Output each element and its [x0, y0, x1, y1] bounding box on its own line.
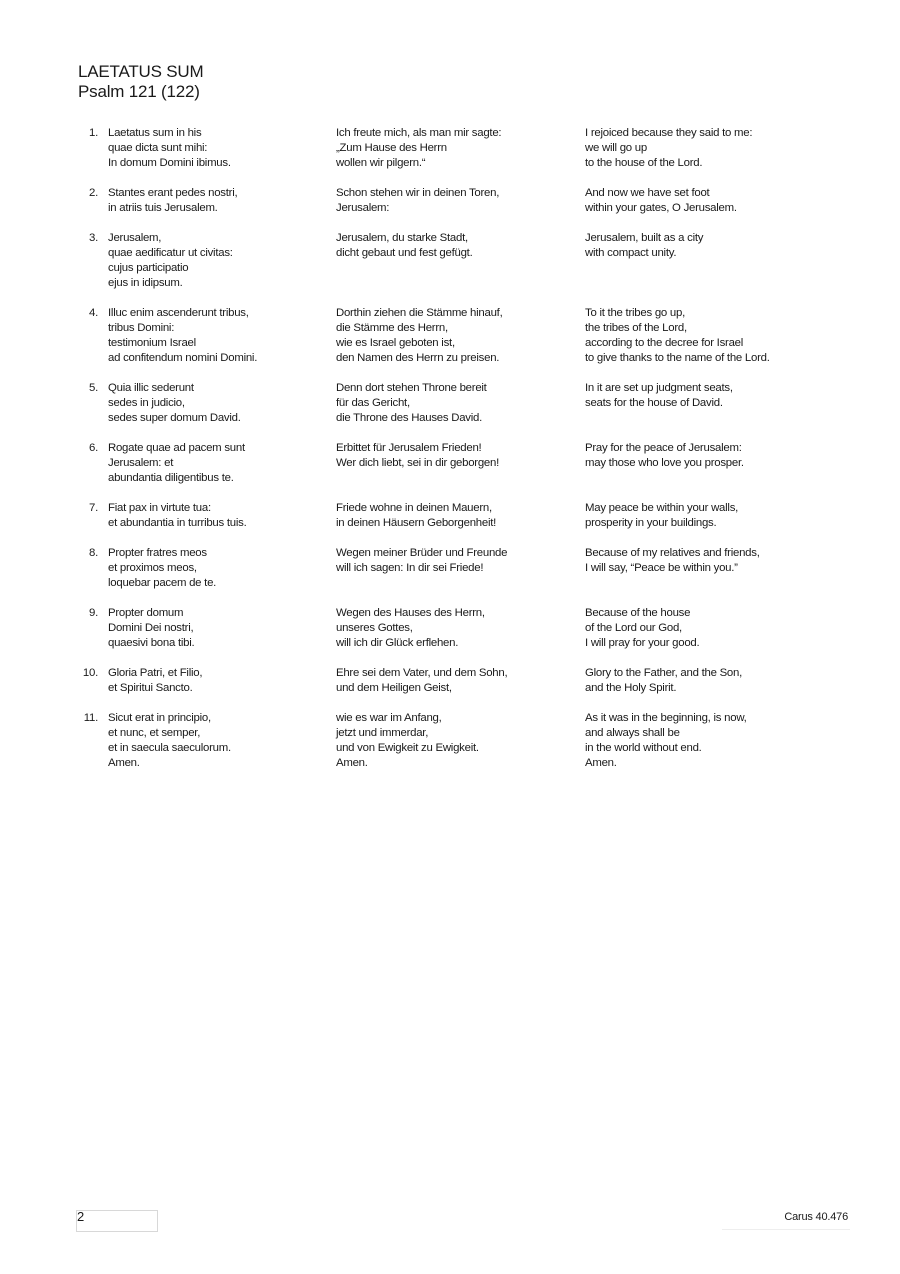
german-text-line: Wegen meiner Brüder und Freunde [336, 547, 508, 559]
english-text [585, 381, 845, 411]
verse-number: 3. [89, 232, 98, 244]
verse-row [78, 606, 838, 651]
verse-list [78, 126, 838, 786]
verse-row [78, 666, 838, 696]
english-text-line: and the Holy Spirit. [585, 682, 677, 694]
english-text-line: to the house of the Lord. [585, 157, 703, 169]
english-text-line: with compact unity. [585, 247, 677, 259]
german-text-line: Schon stehen wir in deinen Toren, [336, 187, 500, 199]
german-text [336, 546, 576, 576]
latin-text-line: Propter domum [108, 607, 184, 619]
latin-text-line: cujus participatio [108, 262, 189, 274]
german-text-line: Friede wohne in deinen Mauern, [336, 502, 492, 514]
english-text-line: may those who love you prosper. [585, 457, 744, 469]
verse-row [78, 126, 838, 171]
english-text-line: Amen. [585, 757, 617, 769]
latin-text [108, 711, 328, 771]
german-text-line: will ich dir Glück erflehen. [336, 637, 459, 649]
english-text [585, 666, 845, 696]
english-text [585, 606, 845, 651]
german-text-line: unseres Gottes, [336, 622, 413, 634]
latin-text-line: In domum Domini ibimus. [108, 157, 231, 169]
latin-text [108, 501, 328, 531]
english-text-line: As it was in the beginning, is now, [585, 712, 747, 724]
german-text-line: Erbittet für Jerusalem Frieden! [336, 442, 482, 454]
english-text [585, 441, 845, 471]
german-text-line: wie es Israel geboten ist, [336, 337, 455, 349]
page-subtitle: Psalm 121 (122) [78, 82, 200, 101]
latin-text-line: Amen. [108, 757, 140, 769]
verse-number: 5. [89, 382, 98, 394]
latin-text-line: in atriis tuis Jerusalem. [108, 202, 218, 214]
latin-text [108, 441, 328, 486]
german-text [336, 441, 576, 471]
latin-text-line: Laetatus sum in his [108, 127, 202, 139]
verse-number: 2. [89, 187, 98, 199]
english-text-line: prosperity in your buildings. [585, 517, 717, 529]
verse-number: 4. [89, 307, 98, 319]
english-text [585, 231, 845, 261]
english-text-line: To it the tribes go up, [585, 307, 685, 319]
german-text [336, 126, 576, 171]
verse-row [78, 711, 838, 771]
verse-number: 9. [89, 607, 98, 619]
german-text-line: wollen wir pilgern.“ [336, 157, 426, 169]
english-text [585, 546, 845, 576]
verse-row [78, 231, 838, 291]
latin-text-line: Stantes erant pedes nostri, [108, 187, 238, 199]
german-text-line: in deinen Häusern Geborgenheit! [336, 517, 497, 529]
latin-text [108, 126, 328, 171]
verse-number: 6. [89, 442, 98, 454]
latin-text-line: testimonium Israel [108, 337, 196, 349]
latin-text [108, 231, 328, 291]
verse-row [78, 381, 838, 426]
german-text-line: dicht gebaut und fest gefügt. [336, 247, 473, 259]
latin-text-line: ad confitendum nomini Domini. [108, 352, 258, 364]
latin-text-line: abundantia diligentibus te. [108, 472, 234, 484]
verse-row [78, 441, 838, 486]
german-text [336, 306, 576, 366]
page-number-box [76, 1210, 158, 1232]
verse-row [78, 546, 838, 591]
english-text-line: of the Lord our God, [585, 622, 682, 634]
english-text-line: May peace be within your walls, [585, 502, 739, 514]
english-text-line: according to the decree for Israel [585, 337, 744, 349]
english-text-line: in the world without end. [585, 742, 702, 754]
latin-text-line: Jerusalem: et [108, 457, 174, 469]
latin-text-line: Sicut erat in principio, [108, 712, 211, 724]
latin-text-line: Quia illic sederunt [108, 382, 194, 394]
german-text-line: die Throne des Hauses David. [336, 412, 483, 424]
english-text [585, 711, 845, 771]
english-text [585, 501, 845, 531]
latin-text-line: et Spiritui Sancto. [108, 682, 193, 694]
english-text [585, 126, 845, 171]
latin-text-line: quae dicta sunt mihi: [108, 142, 208, 154]
german-text-line: und dem Heiligen Geist, [336, 682, 452, 694]
english-text-line: we will go up [585, 142, 647, 154]
latin-text-line: Jerusalem, [108, 232, 162, 244]
german-text-line: Dorthin ziehen die Stämme hinauf, [336, 307, 503, 319]
latin-text-line: ejus in idipsum. [108, 277, 183, 289]
german-text-line: wie es war im Anfang, [336, 712, 442, 724]
latin-text-line: et nunc, et semper, [108, 727, 201, 739]
german-text-line: „Zum Hause des Herrn [336, 142, 447, 154]
english-text-line: within your gates, O Jerusalem. [585, 202, 737, 214]
english-text-line: the tribes of the Lord, [585, 322, 687, 334]
title-block [78, 62, 203, 102]
english-text-line: I will pray for your good. [585, 637, 700, 649]
english-text [585, 306, 845, 366]
latin-text-line: Gloria Patri, et Filio, [108, 667, 203, 679]
latin-text-line: sedes super domum David. [108, 412, 241, 424]
verse-row [78, 501, 838, 531]
german-text-line: Jerusalem, du starke Stadt, [336, 232, 468, 244]
latin-text-line: tribus Domini: [108, 322, 175, 334]
latin-text [108, 546, 328, 591]
latin-text [108, 666, 328, 696]
verse-number: 10. [82, 667, 98, 679]
verse-number: 8. [89, 547, 98, 559]
english-text-line: And now we have set foot [585, 187, 710, 199]
verse-row [78, 186, 838, 216]
german-text [336, 711, 576, 771]
german-text-line: und von Ewigkeit zu Ewigkeit. [336, 742, 479, 754]
german-text-line: Wer dich liebt, sei in dir geborgen! [336, 457, 500, 469]
english-text-line: and always shall be [585, 727, 680, 739]
english-text-line: to give thanks to the name of the Lord. [585, 352, 770, 364]
english-text-line: seats for the house of David. [585, 397, 723, 409]
catalog-code: Carus 40.476 [722, 1210, 850, 1230]
page-title: LAETATUS SUM [78, 62, 204, 81]
german-text-line: für das Gericht, [336, 397, 410, 409]
latin-text [108, 186, 328, 216]
verse-row [78, 306, 838, 366]
english-text-line: In it are set up judgment seats, [585, 382, 733, 394]
english-text-line: Glory to the Father, and the Son, [585, 667, 743, 679]
english-text-line: Pray for the peace of Jerusalem: [585, 442, 742, 454]
latin-text-line: quaesivi bona tibi. [108, 637, 195, 649]
verse-number: 7. [89, 502, 98, 514]
german-text [336, 186, 576, 216]
german-text-line: Ich freute mich, als man mir sagte: [336, 127, 502, 139]
latin-text-line: quae aedificatur ut civitas: [108, 247, 233, 259]
german-text-line: Ehre sei dem Vater, und dem Sohn, [336, 667, 508, 679]
latin-text-line: Rogate quae ad pacem sunt [108, 442, 245, 454]
verse-number: 1. [89, 127, 98, 139]
german-text-line: Jerusalem: [336, 202, 390, 214]
german-text [336, 501, 576, 531]
latin-text-line: Domini Dei nostri, [108, 622, 194, 634]
english-text [585, 186, 845, 216]
page-number: 2 [77, 1209, 85, 1224]
german-text [336, 381, 576, 426]
english-text-line: Because of the house [585, 607, 691, 619]
english-text-line: Jerusalem, built as a city [585, 232, 704, 244]
german-text-line: jetzt und immerdar, [336, 727, 429, 739]
german-text-line: Amen. [336, 757, 368, 769]
german-text [336, 666, 576, 696]
latin-text-line: Illuc enim ascenderunt tribus, [108, 307, 249, 319]
english-text-line: I rejoiced because they said to me: [585, 127, 753, 139]
latin-text-line: et in saecula saeculorum. [108, 742, 231, 754]
latin-text [108, 606, 328, 651]
latin-text-line: Propter fratres meos [108, 547, 207, 559]
german-text-line: die Stämme des Herrn, [336, 322, 448, 334]
german-text [336, 231, 576, 261]
verse-number: 11. [83, 712, 98, 724]
german-text-line: Denn dort stehen Throne bereit [336, 382, 487, 394]
german-text [336, 606, 576, 651]
latin-text-line: sedes in judicio, [108, 397, 185, 409]
german-text-line: den Namen des Herrn zu preisen. [336, 352, 500, 364]
english-text-line: I will say, “Peace be within you.” [585, 562, 738, 574]
latin-text-line: et abundantia in turribus tuis. [108, 517, 247, 529]
latin-text-line: loquebar pacem de te. [108, 577, 217, 589]
latin-text-line: Fiat pax in virtute tua: [108, 502, 211, 514]
latin-text-line: et proximos meos, [108, 562, 197, 574]
english-text-line: Because of my relatives and friends, [585, 547, 760, 559]
latin-text [108, 306, 328, 366]
german-text-line: Wegen des Hauses des Herrn, [336, 607, 485, 619]
german-text-line: will ich sagen: In dir sei Friede! [336, 562, 484, 574]
latin-text [108, 381, 328, 426]
